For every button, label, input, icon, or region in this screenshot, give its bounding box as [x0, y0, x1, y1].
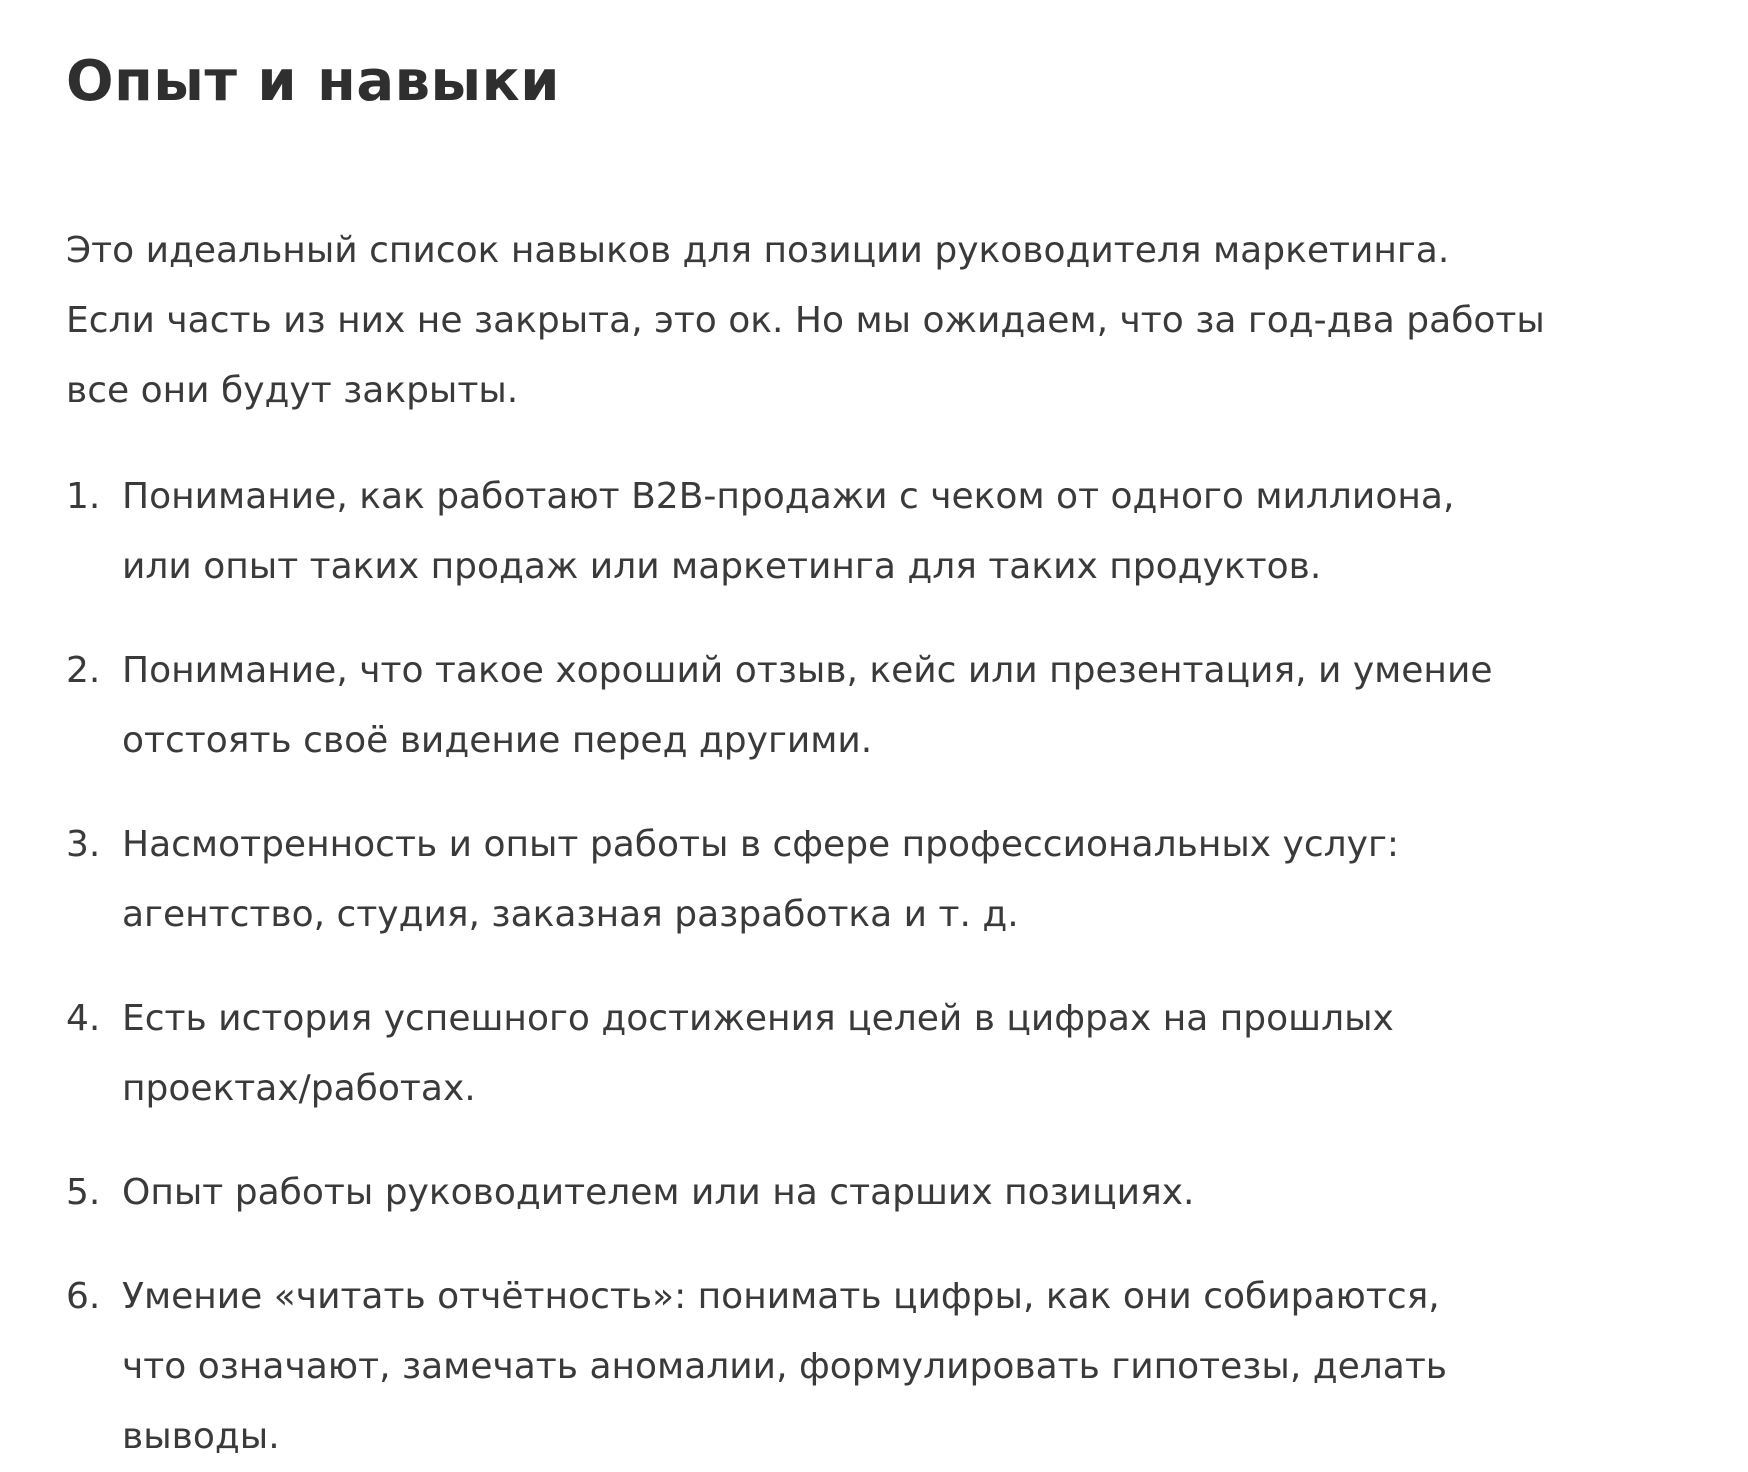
skill-text-line: агентство, студия, заказная разработка и т. д. [122, 894, 1019, 935]
skill-text-line: выводы. [122, 1416, 280, 1457]
skill-number: 6. [66, 1276, 101, 1317]
skill-text-line: что означают, замечать аномалии, формулировать гипотезы, делать [122, 1346, 1448, 1387]
skill-item-4 [66, 984, 1688, 1124]
skills-list [66, 462, 1688, 1472]
skill-number: 4. [66, 998, 101, 1039]
skill-text-line: Понимание, как работают B2B-продажи с чеком от одного миллиона, [122, 476, 1455, 517]
skill-number: 2. [66, 650, 101, 691]
skill-item-3 [66, 810, 1688, 950]
skill-item-2 [66, 636, 1688, 776]
intro-line: Если часть из них не закрыта, это ок. Но мы ожидаем, что за год-два работы [66, 300, 1545, 341]
skill-number: 1. [66, 476, 101, 517]
skill-item-1 [66, 462, 1688, 602]
skill-text-line: Понимание, что такое хороший отзыв, кейс или презентация, и умение [122, 650, 1493, 691]
skill-number: 3. [66, 824, 101, 865]
intro-line: все они будут закрыты. [66, 370, 519, 411]
skill-text-line: проектах/работах. [122, 1068, 476, 1109]
intro-paragraph [66, 216, 1706, 426]
skill-text-line: Опыт работы руководителем или на старших позициях. [122, 1172, 1195, 1213]
skill-text-line: Насмотренность и опыт работы в сфере профессиональных услуг: [122, 824, 1399, 865]
skill-text-line: или опыт таких продаж или маркетинга для таких продуктов. [122, 546, 1322, 587]
intro-line: Это идеальный список навыков для позиции руководителя маркетинга. [66, 230, 1450, 271]
skill-item-6 [66, 1262, 1688, 1472]
skill-text-line: Есть история успешного достижения целей в цифрах на прошлых [122, 998, 1394, 1039]
skill-text-line: отстоять своё видение перед другими. [122, 720, 873, 761]
skill-number: 5. [66, 1172, 101, 1213]
section-title: Опыт и навыки [66, 49, 560, 114]
skill-text-line: Умение «читать отчётность»: понимать цифры, как они собираются, [122, 1276, 1440, 1317]
skill-item-5 [66, 1158, 1688, 1228]
